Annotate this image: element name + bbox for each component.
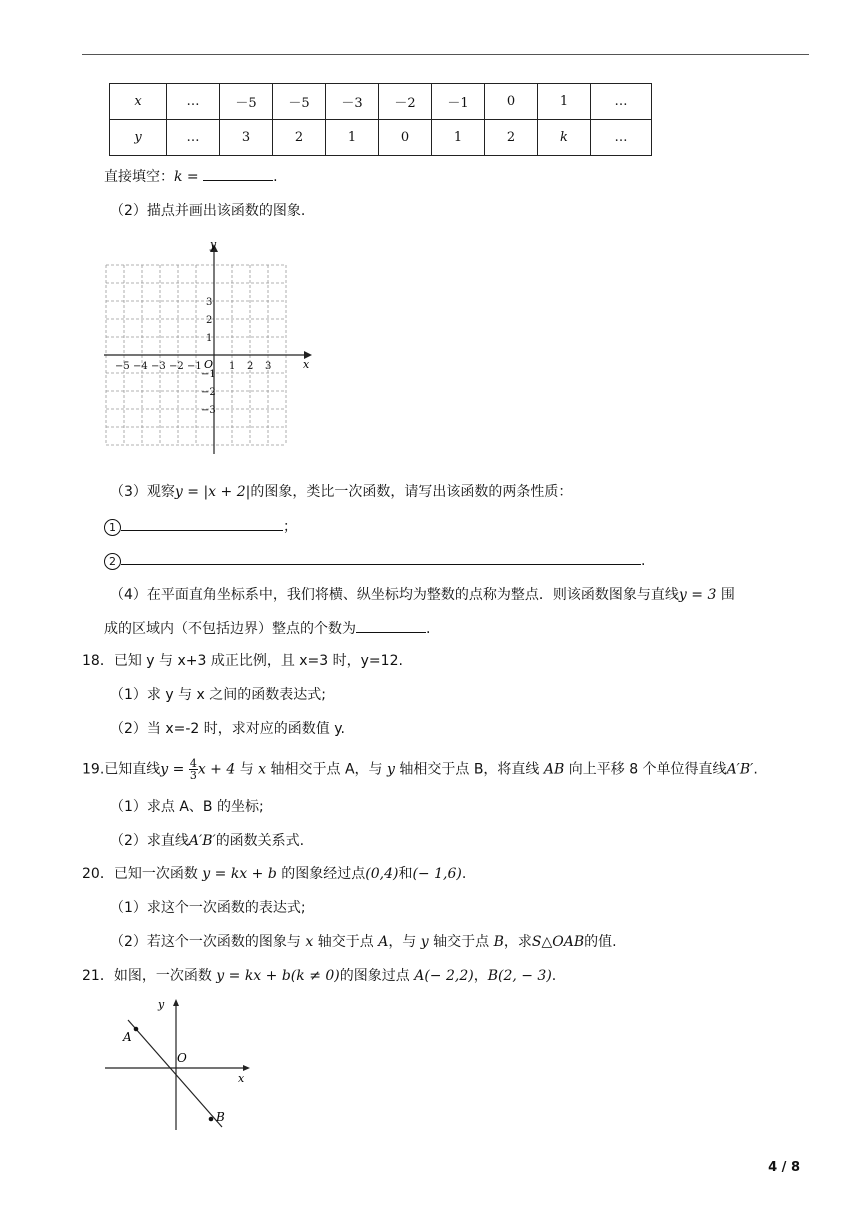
value-table bbox=[109, 83, 652, 156]
q19-part1: （1）求点 A、B 的坐标; bbox=[110, 799, 264, 815]
table-cell: k bbox=[538, 120, 591, 156]
property-1-line: 1 ； bbox=[104, 516, 297, 537]
y-tick-label: −1 bbox=[201, 369, 216, 380]
y-tick-label: −2 bbox=[201, 387, 216, 398]
x-tick-label: −5 bbox=[115, 361, 130, 372]
q21-title: 21．如图，一次函数 y = kx + b(k ≠ 0)的图象过点 A(− 2,2)，B(2, − 3). bbox=[82, 968, 557, 984]
y-tick-label: 1 bbox=[206, 333, 213, 344]
table-cell: 0 bbox=[379, 120, 432, 156]
y-tick-label: −3 bbox=[201, 405, 216, 416]
table-row bbox=[110, 120, 652, 156]
grid-origin-label: O bbox=[204, 358, 214, 371]
table-cell: －2 bbox=[379, 84, 432, 120]
circled-number: 2 bbox=[104, 553, 121, 570]
table-cell: －5 bbox=[220, 84, 273, 120]
answer-blank[interactable] bbox=[121, 550, 641, 565]
x-tick-label: −4 bbox=[133, 361, 148, 372]
grid-y-label: y bbox=[210, 238, 217, 251]
header-rule bbox=[82, 54, 809, 55]
answer-blank[interactable] bbox=[121, 516, 283, 531]
y-tick-label: 3 bbox=[206, 297, 213, 308]
fig21-point-b: B bbox=[216, 1110, 225, 1124]
table-cell: … bbox=[591, 120, 652, 156]
table-row bbox=[110, 84, 652, 120]
x-tick-label: 3 bbox=[265, 361, 272, 372]
table-cell: －1 bbox=[432, 84, 485, 120]
circled-number: 1 bbox=[104, 519, 121, 536]
table-cell: 2 bbox=[485, 120, 538, 156]
q19-part2: （2）求直线A′B′的函数关系式. bbox=[110, 833, 305, 849]
table-cell: y bbox=[110, 120, 167, 156]
table-cell: 1 bbox=[538, 84, 591, 120]
property-2-line: 2 . bbox=[104, 550, 645, 571]
q17-part4-line2: 成的区域内（不包括边界）整点的个数为 . bbox=[104, 618, 430, 639]
coordinate-grid bbox=[96, 236, 316, 456]
q18-part1: （1）求 y 与 x 之间的函数表达式; bbox=[110, 687, 326, 703]
fig21-origin: O bbox=[177, 1051, 187, 1065]
table-cell: －5 bbox=[273, 84, 326, 120]
grid-x-label: x bbox=[303, 358, 310, 371]
table-cell: … bbox=[591, 84, 652, 120]
x-tick-label: 2 bbox=[247, 361, 254, 372]
x-tick-label: 1 bbox=[229, 361, 236, 372]
q20-part1: （1）求这个一次函数的表达式; bbox=[110, 900, 306, 916]
y-tick-label: 2 bbox=[206, 315, 213, 326]
answer-blank[interactable] bbox=[203, 166, 273, 181]
q17-part3: （3）观察y = |x + 2|的图象，类比一次函数，请写出该函数的两条性质： bbox=[110, 484, 573, 500]
q20-title: 20．已知一次函数 y = kx + b 的图象经过点(0,4)和(− 1,6). bbox=[82, 866, 467, 882]
figure-21 bbox=[100, 994, 260, 1134]
q17-part4-line1: （4）在平面直角坐标系中，我们将横、纵坐标均为整数的点称为整点．则该函数图象与直线y = 3 围 bbox=[110, 587, 735, 603]
table-cell: 1 bbox=[432, 120, 485, 156]
table-cell: … bbox=[167, 120, 220, 156]
q17-part2: （2）描点并画出该函数的图象. bbox=[110, 203, 306, 219]
table-cell: x bbox=[110, 84, 167, 120]
fig21-point-a: A bbox=[123, 1030, 132, 1044]
x-tick-label: −2 bbox=[169, 361, 184, 372]
table-cell: 1 bbox=[326, 120, 379, 156]
q20-part2: （2）若这个一次函数的图象与 x 轴交于点 A，与 y 轴交于点 B，求S△OAB的值. bbox=[110, 934, 617, 950]
q18-part2: （2）当 x=-2 时，求对应的函数值 y. bbox=[110, 721, 345, 737]
table-cell: 0 bbox=[485, 84, 538, 120]
fraction: $\frac{4}{3}$ bbox=[189, 757, 197, 782]
table-cell: －3 bbox=[326, 84, 379, 120]
table-cell: 2 bbox=[273, 120, 326, 156]
x-tick-label: −3 bbox=[151, 361, 166, 372]
answer-blank[interactable] bbox=[356, 618, 426, 633]
table-cell: 3 bbox=[220, 120, 273, 156]
table-cell: … bbox=[167, 84, 220, 120]
q18-title: 18．已知 y 与 x+3 成正比例，且 x=3 时，y=12. bbox=[82, 653, 403, 669]
fig21-y-label: y bbox=[158, 998, 165, 1011]
x-tick-label: −1 bbox=[187, 361, 202, 372]
q19-title: 19.已知直线y = $\frac{4}{3}$ x + 4 与 x 轴相交于点 A，与 y 轴相交于点 B，将直线 AB 向上平移 8 个单位得直线A′B′. bbox=[82, 757, 758, 782]
fill-k-line: 直接填空：k = . bbox=[104, 166, 278, 187]
page-number: 4 / 8 bbox=[768, 1160, 800, 1175]
fig21-x-label: x bbox=[238, 1072, 245, 1085]
